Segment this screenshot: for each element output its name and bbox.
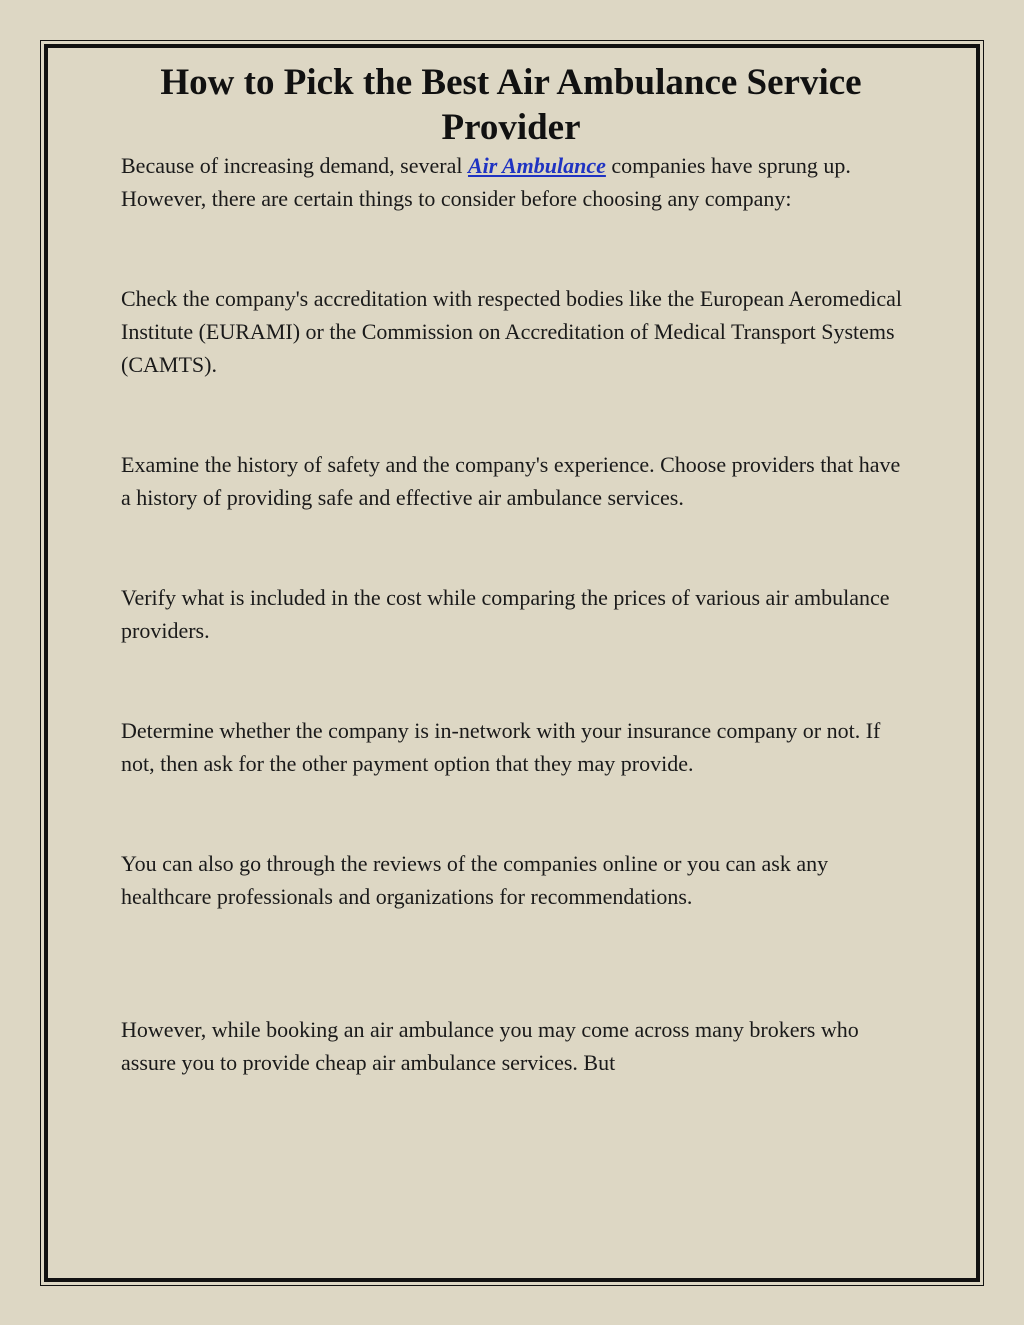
- paragraph-reviews: You can also go through the reviews of the companies online or you can ask any healthcare professionals and organizations for recommendations.: [121, 851, 829, 909]
- paragraph-brokers: However, while booking an air ambulance you may come across many brokers who assure you to provide cheap air ambulance services. But: [121, 1017, 859, 1075]
- paragraph-safety-history: Examine the history of safety and the company's experience. Choose providers that have a history of providing safe and effective air ambulance services.: [121, 452, 901, 510]
- paragraph-insurance: Determine whether the company is in-network with your insurance company or not. If not, then ask for the other payment option that they may provide.: [121, 718, 881, 776]
- paragraph-cost: Verify what is included in the cost while comparing the prices of various air ambulance providers.: [121, 585, 890, 643]
- paragraph-accreditation: Check the company's accreditation with respected bodies like the European Aeromedical Institute (EURAMI) or the Commission on Accreditation of Medical Transport Systems (CAMTS).: [121, 286, 903, 377]
- intro-paragraph: [121, 149, 911, 215]
- document-title: How to Pick the Best Air Ambulance Service Provider: [160, 62, 862, 148]
- intro-text-after-link: companies have sprung up. However, there are certain things to consider before choosing any company:: [121, 153, 851, 211]
- air-ambulance-link[interactable]: Air Ambulance: [467, 153, 606, 178]
- document-body: [121, 60, 911, 1079]
- intro-text-before-link: Because of increasing demand, several: [121, 153, 468, 178]
